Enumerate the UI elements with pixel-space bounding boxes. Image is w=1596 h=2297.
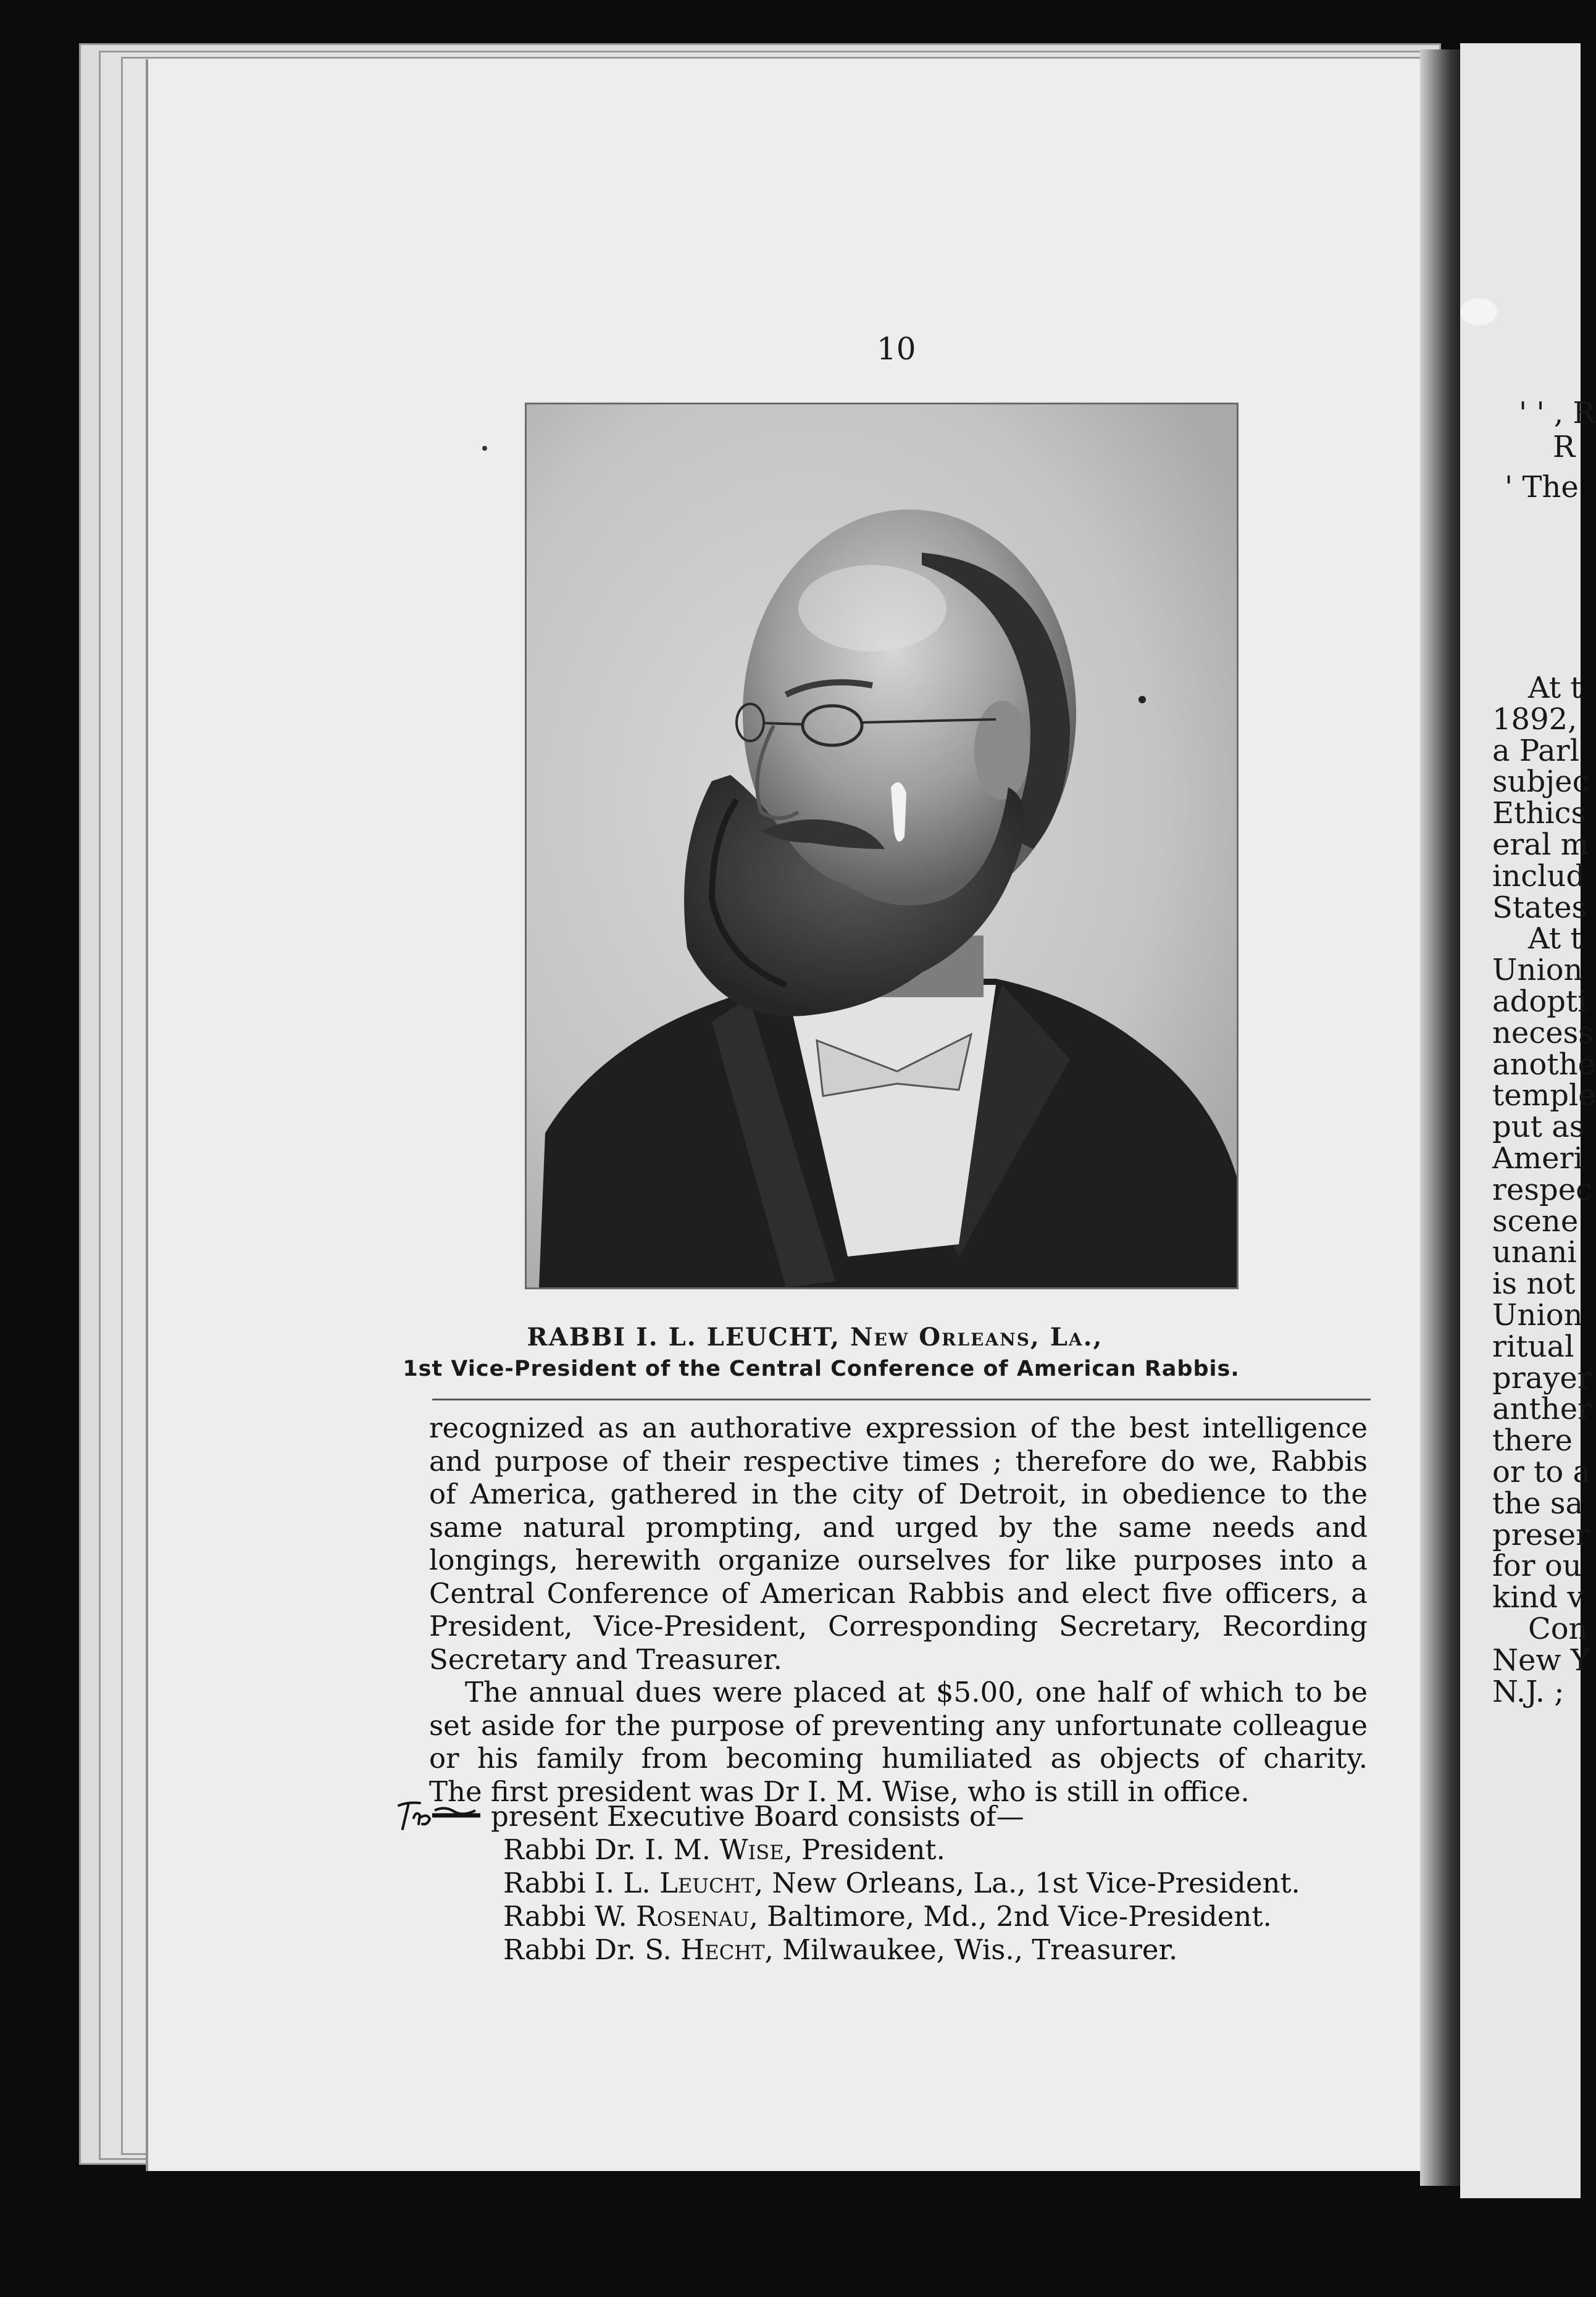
board-intro: present Executive Board consists of— (491, 1800, 1024, 1833)
body-line: or his family from becoming humiliated as objects of charity. (429, 1742, 1368, 1775)
facing-line: is not (1492, 1266, 1576, 1302)
facing-line: respec (1492, 1172, 1592, 1207)
caption-name: RABBI I. L. LEUCHT, (527, 1323, 850, 1352)
facing-line: kind v (1492, 1580, 1584, 1615)
body-line: The annual dues were placed at $5.00, one half of which to be (465, 1676, 1368, 1709)
body-line: and purpose of their respective times ; therefore do we, Rabbis (429, 1444, 1368, 1478)
body-line: Secretary and Treasurer. (429, 1642, 782, 1676)
body-line: set aside for the purpose of preventing any unfortunate colleague (429, 1709, 1368, 1742)
facing-line: At t (1528, 921, 1582, 956)
board-member: Rabbi W. Rosenau, Baltimore, Md., 2nd Vice-President. (503, 1900, 1272, 1933)
facing-line: the sa (1492, 1486, 1584, 1521)
body-line: Central Conference of American Rabbis and elect five officers, a (429, 1576, 1368, 1610)
facing-line: for ou (1492, 1549, 1582, 1584)
facing-line: anther (1492, 1392, 1592, 1427)
facing-line: New Y (1492, 1642, 1590, 1678)
facing-line: N.J. ; (1492, 1674, 1565, 1709)
facing-top-line: ' ' , R (1519, 396, 1595, 430)
body-line: longings, herewith organize ourselves for like purposes into a (429, 1544, 1368, 1576)
facing-line: put as (1492, 1110, 1585, 1145)
board-member: Rabbi Dr. I. M. Wise, President. (503, 1833, 945, 1866)
facing-line: temple (1492, 1078, 1596, 1113)
facing-line: there (1492, 1423, 1573, 1458)
facing-line: Ameri (1492, 1141, 1583, 1176)
facing-line: subjec (1492, 764, 1589, 800)
facing-line: unani (1492, 1235, 1577, 1270)
facing-line: 1892, (1492, 701, 1577, 737)
facing-line: anothe (1492, 1047, 1596, 1082)
facing-line: prayer (1492, 1360, 1592, 1395)
facing-line: Union (1492, 1298, 1583, 1333)
facing-line: eral m (1492, 827, 1589, 862)
board-member: Rabbi Dr. S. Hecht, Milwaukee, Wis., Treasurer. (503, 1933, 1178, 1966)
board-member: Rabbi I. L. Leucht, New Orleans, La., 1st Vice-President. (503, 1867, 1300, 1899)
facing-line: a Parl (1492, 733, 1579, 768)
facing-line: Union (1492, 953, 1583, 988)
page-number: 10 (877, 331, 916, 367)
facing-line: scene (1492, 1203, 1579, 1239)
facing-line: preser (1492, 1517, 1590, 1552)
facing-line: or to a (1492, 1455, 1591, 1489)
body-line: President, Vice-President, Corresponding Secretary, Recording (429, 1610, 1368, 1642)
facing-top-line: ' The (1505, 470, 1579, 504)
caption-place: New Orleans, La., (850, 1323, 1103, 1352)
facing-line: necess (1492, 1015, 1594, 1050)
caption-subtitle: 1st Vice-President of the Central Conference of American Rabbis. (403, 1357, 1240, 1381)
facing-line: ritual (1492, 1329, 1574, 1364)
facing-line: Ethics (1492, 796, 1587, 831)
facing-line: Con (1528, 1612, 1588, 1646)
body-line: same natural prompting, and urged by the same needs and (429, 1510, 1368, 1544)
facing-line: includ (1492, 858, 1586, 893)
facing-line: At t (1528, 671, 1582, 705)
facing-top-line: R (1553, 430, 1576, 464)
facing-line: adopti (1492, 984, 1587, 1019)
body-line: The first president was Dr I. M. Wise, who is still in office. (429, 1775, 1250, 1808)
body-line: of America, gathered in the city of Detroit, in obedience to the (429, 1478, 1368, 1510)
facing-line: States (1492, 890, 1587, 925)
body-line: recognized as an authorative expression of the best intelligence (429, 1412, 1368, 1444)
